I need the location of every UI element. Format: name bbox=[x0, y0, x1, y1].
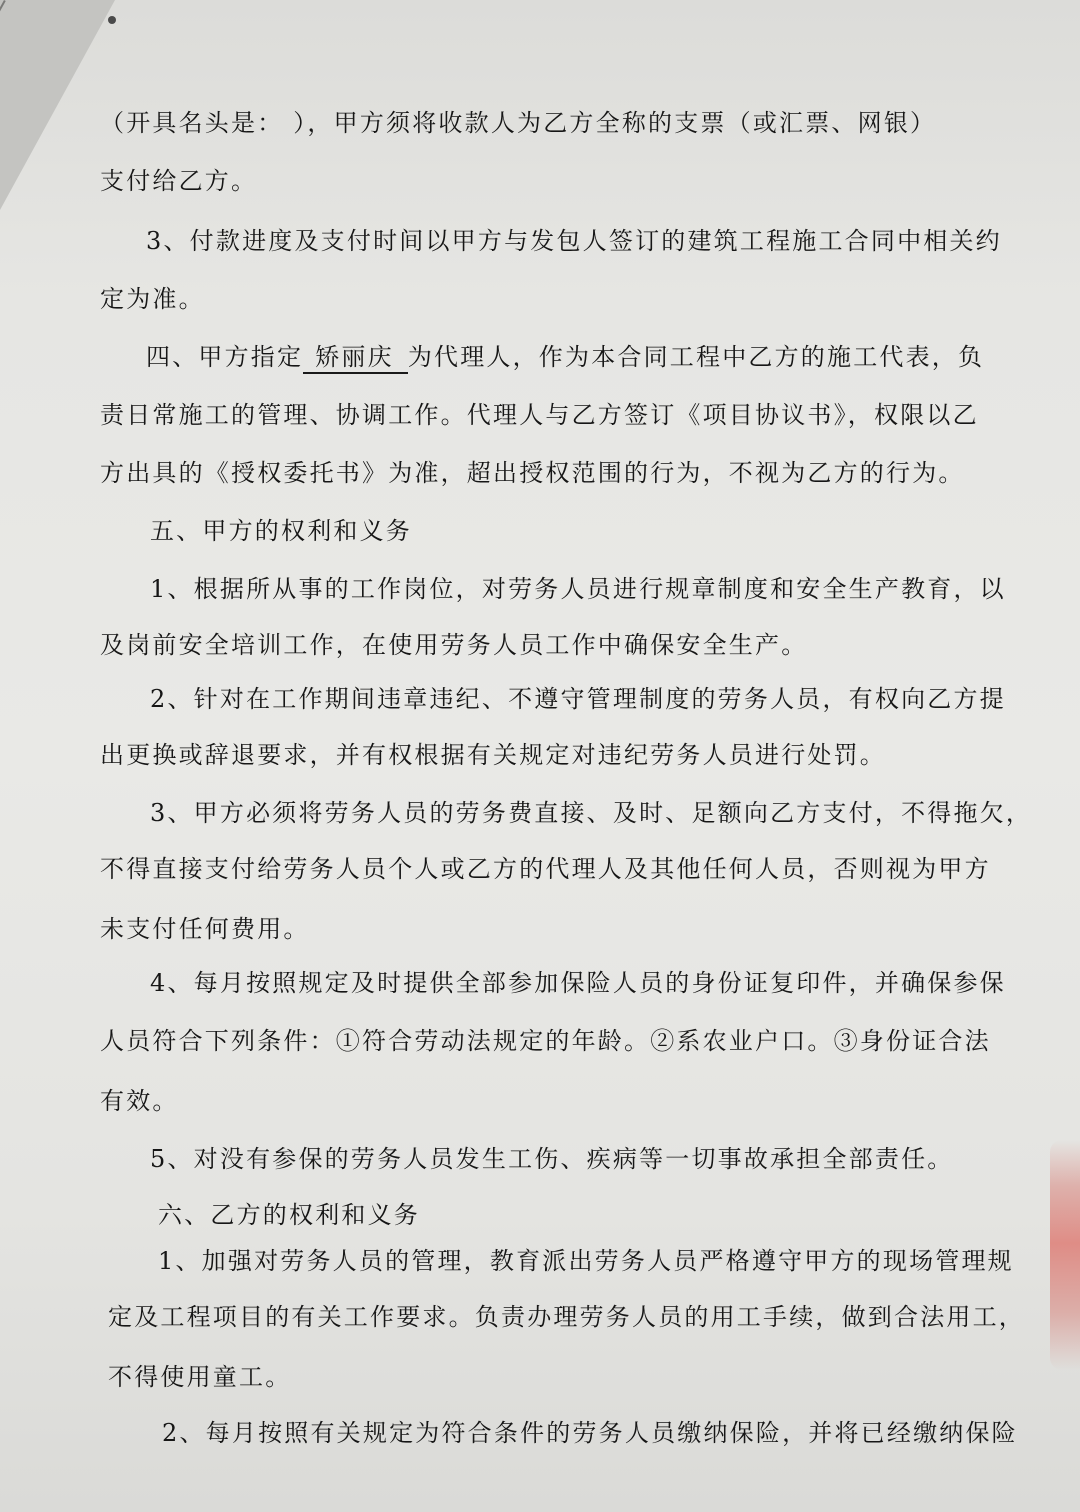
text-line: 2、每月按照有关规定为符合条件的劳务人员缴纳保险，并将已经缴纳保险 bbox=[162, 1419, 1018, 1447]
clause-4-line bbox=[146, 340, 984, 374]
text-line: 4、每月按照规定及时提供全部参加保险人员的身份证复印件，并确保参保 bbox=[150, 969, 1006, 997]
red-seal-stamp-fragment bbox=[1050, 1140, 1080, 1370]
text-line: 定为准。 bbox=[100, 285, 205, 313]
text-line: 责日常施工的管理、协调工作。代理人与乙方签订《项目协议书》，权限以乙 bbox=[100, 401, 979, 429]
text-line: 人员符合下列条件：①符合劳动法规定的年龄。②系农业户口。③身份证合法 bbox=[100, 1027, 991, 1055]
text-line: 1、根据所从事的工作岗位，对劳务人员进行规章制度和安全生产教育，以 bbox=[150, 575, 1006, 603]
section-heading: 六、乙方的权利和义务 bbox=[158, 1201, 420, 1229]
clause-4-suffix: 为代理人，作为本合同工程中乙方的施工代表，负 bbox=[407, 343, 985, 371]
text-line: 出更换或辞退要求，并有权根据有关规定对违纪劳务人员进行处罚。 bbox=[100, 741, 886, 769]
text-line: 3、付款进度及支付时间以甲方与发包人签订的建筑工程施工合同中相关约 bbox=[146, 227, 1002, 255]
text-line: 及岗前安全培训工作，在使用劳务人员工作中确保安全生产。 bbox=[100, 631, 808, 659]
text-line: 5、对没有参保的劳务人员发生工伤、疾病等一切事故承担全部责任。 bbox=[150, 1145, 954, 1173]
text-line: 有效。 bbox=[100, 1087, 179, 1115]
section-heading: 五、甲方的权利和义务 bbox=[150, 517, 412, 545]
text-line: 不得使用童工。 bbox=[108, 1363, 292, 1391]
text-line: 不得直接支付给劳务人员个人或乙方的代理人及其他任何人员，否则视为甲方 bbox=[100, 855, 991, 883]
text-line: 1、加强对劳务人员的管理，教育派出劳务人员严格遵守甲方的现场管理规 bbox=[158, 1247, 1014, 1275]
text-line: 方出具的《授权委托书》为准，超出授权范围的行为，不视为乙方的行为。 bbox=[100, 459, 965, 487]
text-line: 支付给乙方。 bbox=[100, 167, 258, 195]
dirt-speck bbox=[108, 16, 116, 24]
text-line: （开具名头是： ），甲方须将收款人为乙方全称的支票（或汇票、网银） bbox=[100, 109, 937, 137]
agent-name: 矫丽庆 bbox=[303, 342, 408, 374]
text-line: 未支付任何费用。 bbox=[100, 915, 310, 943]
text-line: 3、甲方必须将劳务人员的劳务费直接、及时、足额向乙方支付，不得拖欠， bbox=[150, 799, 1033, 827]
text-line: 定及工程项目的有关工作要求。负责办理劳务人员的用工手续，做到合法用工， bbox=[108, 1303, 1025, 1331]
clause-4-prefix: 四、甲方指定 bbox=[146, 343, 304, 371]
folded-corner bbox=[0, 0, 115, 210]
text-line: 2、针对在工作期间违章违纪、不遵守管理制度的劳务人员，有权向乙方提 bbox=[150, 685, 1006, 713]
